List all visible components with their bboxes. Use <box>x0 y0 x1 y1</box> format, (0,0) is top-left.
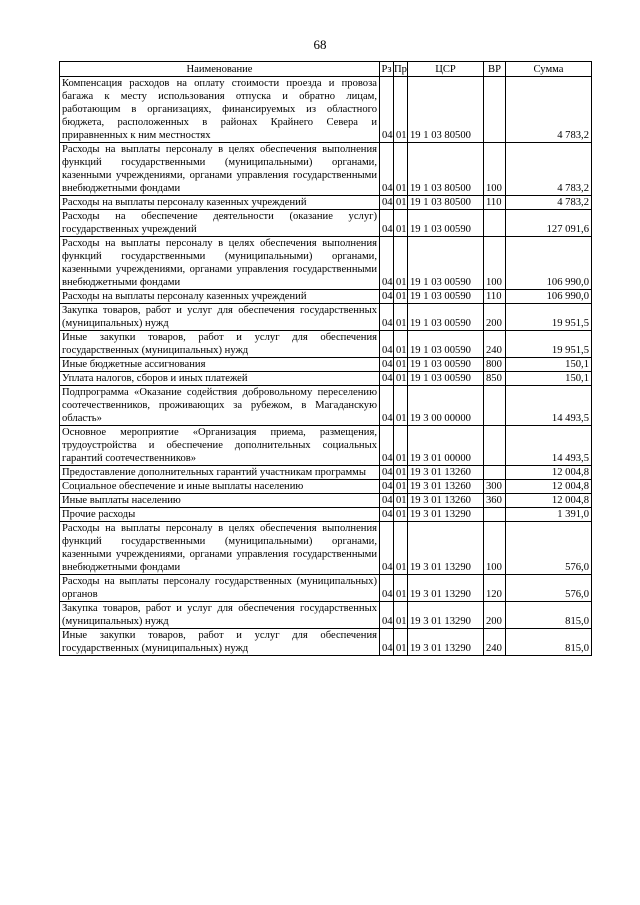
row-vr: 300 <box>484 480 506 494</box>
table-row <box>60 629 592 656</box>
table-row <box>60 386 592 426</box>
row-rz: 04 <box>380 358 394 372</box>
row-sum: 12 004,8 <box>506 480 592 494</box>
row-rz: 04 <box>380 602 394 629</box>
row-sum: 150,1 <box>506 358 592 372</box>
row-sum: 150,1 <box>506 372 592 386</box>
row-vr <box>484 426 506 466</box>
row-name: Расходы на выплаты персоналу в целях обеспечения выполнения функций государственными (муниципальными) органами, казенными учреждениями, органами управления государственными внебюджетными фондами <box>60 237 380 290</box>
row-rz: 04 <box>380 237 394 290</box>
row-sum: 576,0 <box>506 522 592 575</box>
row-rz: 04 <box>380 508 394 522</box>
row-csr: 19 1 03 00590 <box>408 358 484 372</box>
row-name: Иные закупки товаров, работ и услуг для обеспечения государственных (муниципальных) нужд <box>60 331 380 358</box>
row-sum: 19 951,5 <box>506 304 592 331</box>
row-name: Расходы на выплаты персоналу казенных учреждений <box>60 196 380 210</box>
row-rz: 04 <box>380 466 394 480</box>
header-rz: Рз <box>381 63 392 75</box>
row-rz: 04 <box>380 290 394 304</box>
row-sum: 12 004,8 <box>506 494 592 508</box>
row-name: Расходы на выплаты персоналу в целях обеспечения выполнения функций государственными (муниципальными) органами, казенными учреждениями, органами управления государственными внебюджетными фондами <box>60 522 380 575</box>
row-rz: 04 <box>380 143 394 196</box>
row-rz: 04 <box>380 210 394 237</box>
row-csr: 19 3 01 13290 <box>408 602 484 629</box>
table-row <box>60 466 592 480</box>
row-pr: 01 <box>394 575 408 602</box>
row-sum: 1 391,0 <box>506 508 592 522</box>
table-row <box>60 508 592 522</box>
row-pr: 01 <box>394 480 408 494</box>
row-name: Расходы на обеспечение деятельности (оказание услуг) государственных учреждений <box>60 210 380 237</box>
row-csr: 19 3 01 13290 <box>408 508 484 522</box>
row-pr: 01 <box>394 426 408 466</box>
row-sum: 106 990,0 <box>506 237 592 290</box>
row-pr: 01 <box>394 77 408 143</box>
row-vr <box>484 386 506 426</box>
row-csr: 19 3 00 00000 <box>408 386 484 426</box>
table-row <box>60 575 592 602</box>
row-csr: 19 1 03 00590 <box>408 237 484 290</box>
row-name: Предоставление дополнительных гарантий участникам программы <box>60 466 380 480</box>
row-rz: 04 <box>380 426 394 466</box>
row-sum: 14 493,5 <box>506 426 592 466</box>
row-rz: 04 <box>380 304 394 331</box>
row-csr: 19 1 03 80500 <box>408 196 484 210</box>
row-name: Уплата налогов, сборов и иных платежей <box>60 372 380 386</box>
row-vr: 110 <box>484 196 506 210</box>
table-row <box>60 304 592 331</box>
row-vr: 200 <box>484 602 506 629</box>
row-csr: 19 1 03 00590 <box>408 290 484 304</box>
row-pr: 01 <box>394 196 408 210</box>
row-pr: 01 <box>394 210 408 237</box>
row-sum: 14 493,5 <box>506 386 592 426</box>
row-vr <box>484 466 506 480</box>
row-vr <box>484 77 506 143</box>
row-csr: 19 1 03 00590 <box>408 210 484 237</box>
table-row <box>60 77 592 143</box>
row-sum: 12 004,8 <box>506 466 592 480</box>
row-vr: 800 <box>484 358 506 372</box>
header-vr: ВР <box>484 62 506 77</box>
row-sum: 576,0 <box>506 575 592 602</box>
table-row <box>60 237 592 290</box>
row-sum: 4 783,2 <box>506 196 592 210</box>
row-csr: 19 3 01 13290 <box>408 575 484 602</box>
table-row <box>60 290 592 304</box>
row-vr: 200 <box>484 304 506 331</box>
row-name: Иные бюджетные ассигнования <box>60 358 380 372</box>
row-vr: 240 <box>484 331 506 358</box>
row-vr: 100 <box>484 237 506 290</box>
row-sum: 106 990,0 <box>506 290 592 304</box>
table-row <box>60 196 592 210</box>
row-name: Расходы на выплаты персоналу государственных (муниципальных) органов <box>60 575 380 602</box>
row-sum: 4 783,2 <box>506 143 592 196</box>
table-row <box>60 358 592 372</box>
table-row <box>60 602 592 629</box>
row-csr: 19 3 01 13290 <box>408 522 484 575</box>
row-pr: 01 <box>394 522 408 575</box>
row-name: Прочие расходы <box>60 508 380 522</box>
row-vr: 100 <box>484 143 506 196</box>
table-row <box>60 426 592 466</box>
row-pr: 01 <box>394 602 408 629</box>
row-csr: 19 1 03 00590 <box>408 331 484 358</box>
row-rz: 04 <box>380 77 394 143</box>
row-name: Иные закупки товаров, работ и услуг для обеспечения государственных (муниципальных) нужд <box>60 629 380 656</box>
row-vr: 240 <box>484 629 506 656</box>
row-pr: 01 <box>394 237 408 290</box>
table-row <box>60 494 592 508</box>
row-vr <box>484 210 506 237</box>
row-sum: 815,0 <box>506 602 592 629</box>
header-name: Наименование <box>60 62 380 77</box>
row-name: Расходы на выплаты персоналу в целях обеспечения выполнения функций государственными (муниципальными) органами, казенными учреждениями, органами управления государственными внебюджетными фондами <box>60 143 380 196</box>
row-csr: 19 1 03 00590 <box>408 372 484 386</box>
row-rz: 04 <box>380 372 394 386</box>
row-name: Социальное обеспечение и иные выплаты населению <box>60 480 380 494</box>
row-rz: 04 <box>380 522 394 575</box>
row-vr: 360 <box>484 494 506 508</box>
row-rz: 04 <box>380 196 394 210</box>
row-pr: 01 <box>394 304 408 331</box>
table-row <box>60 522 592 575</box>
row-pr: 01 <box>394 466 408 480</box>
page-number: 68 <box>313 37 327 52</box>
row-pr: 01 <box>394 331 408 358</box>
header-csr: ЦСР <box>408 62 484 77</box>
row-csr: 19 3 01 13260 <box>408 480 484 494</box>
row-rz: 04 <box>380 331 394 358</box>
table-row <box>60 210 592 237</box>
row-rz: 04 <box>380 480 394 494</box>
row-pr: 01 <box>394 358 408 372</box>
header-pr: Пр <box>394 63 407 75</box>
row-sum: 4 783,2 <box>506 77 592 143</box>
row-name: Компенсация расходов на оплату стоимости проезда и провоза багажа к месту использования отпуска и обратно лицам, работающим в организациях, финансируемых из областного бюджета, расположенных в районах Крайнего Севера и приравненных к ним местностях <box>60 77 380 143</box>
row-csr: 19 3 01 13260 <box>408 494 484 508</box>
row-vr: 850 <box>484 372 506 386</box>
row-name: Закупка товаров, работ и услуг для обеспечения государственных (муниципальных) нужд <box>60 304 380 331</box>
row-name: Подпрограмма «Оказание содействия добровольному переселению соотечественников, проживающих за рубежом, в Магаданскую область» <box>60 386 380 426</box>
row-vr: 120 <box>484 575 506 602</box>
row-rz: 04 <box>380 575 394 602</box>
table-row <box>60 480 592 494</box>
row-pr: 01 <box>394 508 408 522</box>
row-csr: 19 3 01 00000 <box>408 426 484 466</box>
row-csr: 19 1 03 00590 <box>408 304 484 331</box>
row-rz: 04 <box>380 629 394 656</box>
row-vr: 100 <box>484 522 506 575</box>
row-rz: 04 <box>380 494 394 508</box>
row-csr: 19 3 01 13260 <box>408 466 484 480</box>
row-csr: 19 1 03 80500 <box>408 143 484 196</box>
row-csr: 19 1 03 80500 <box>408 77 484 143</box>
row-sum: 127 091,6 <box>506 210 592 237</box>
row-csr: 19 3 01 13290 <box>408 629 484 656</box>
table-row <box>60 143 592 196</box>
row-pr: 01 <box>394 386 408 426</box>
row-vr <box>484 508 506 522</box>
row-name: Иные выплаты населению <box>60 494 380 508</box>
row-name: Основное мероприятие «Организация приема, размещения, трудоустройства и обеспечение дополнительных социальных гарантий соотечественников» <box>60 426 380 466</box>
row-pr: 01 <box>394 290 408 304</box>
row-rz: 04 <box>380 386 394 426</box>
header-sum: Сумма <box>506 62 592 77</box>
row-sum: 815,0 <box>506 629 592 656</box>
row-pr: 01 <box>394 143 408 196</box>
row-pr: 01 <box>394 494 408 508</box>
row-pr: 01 <box>394 629 408 656</box>
row-sum: 19 951,5 <box>506 331 592 358</box>
row-vr: 110 <box>484 290 506 304</box>
table-header <box>60 62 592 77</box>
row-name: Закупка товаров, работ и услуг для обеспечения государственных (муниципальных) нужд <box>60 602 380 629</box>
table-row <box>60 372 592 386</box>
row-pr: 01 <box>394 372 408 386</box>
row-name: Расходы на выплаты персоналу казенных учреждений <box>60 290 380 304</box>
budget-table <box>59 61 592 656</box>
table-body <box>60 77 592 656</box>
table-row <box>60 331 592 358</box>
